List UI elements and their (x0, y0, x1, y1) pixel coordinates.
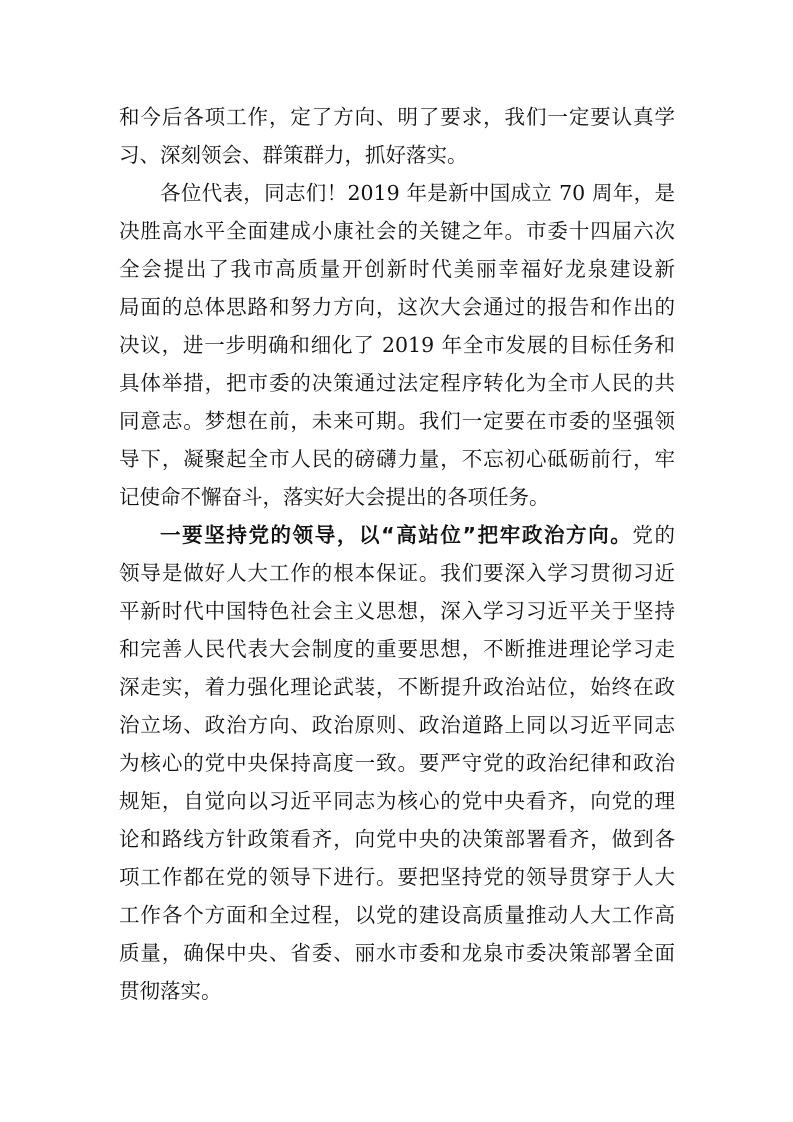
paragraph-1 (119, 98, 675, 174)
paragraph-2 (119, 174, 675, 516)
text-line: 具体举措，把市委的决策通过法定程序转化为全市人民的共 (119, 371, 675, 395)
lead-rest: 党的 (632, 523, 676, 547)
text-line: 同意志。梦想在前，未来可期。我们一定要在市委的坚强领 (119, 409, 675, 433)
text-line: 和完善人民代表大会制度的重要思想，不断推进理论学习走 (119, 637, 675, 661)
text-line: 局面的总体思路和努力方向，这次大会通过的报告和作出的 (119, 295, 675, 319)
text-line-lead (119, 516, 675, 554)
document-body (119, 98, 675, 1010)
text-line: 决胜高水平全面建成小康社会的关键之年。市委十四届六次 (119, 219, 675, 243)
text-line: 工作各个方面和全过程，以党的建设高质量推动人大工作高 (119, 903, 675, 927)
text-line: 记使命不懈奋斗，落实好大会提出的各项任务。 (119, 485, 550, 509)
text-line: 导下，凝聚起全市人民的磅礴力量，不忘初心砥砺前行，牢 (119, 447, 675, 471)
text-line: 各位代表，同志们！2019 年是新中国成立 70 周年，是 (160, 181, 675, 205)
bold-heading: 一要坚持党的领导，以“高站位”把牢政治方向。 (160, 523, 633, 547)
text-line: 和今后各项工作，定了方向、明了要求，我们一定要认真学 (119, 105, 675, 129)
text-line: 深走实，着力强化理论武装，不断提升政治站位，始终在政 (119, 675, 675, 699)
text-line: 论和路线方针政策看齐，向党中央的决策部署看齐，做到各 (119, 827, 675, 851)
text-line: 领导是做好人大工作的根本保证。我们要深入学习贯彻习近 (119, 561, 675, 585)
text-line: 规矩，自觉向以习近平同志为核心的党中央看齐，向党的理 (119, 789, 675, 813)
text-line: 为核心的党中央保持高度一致。要严守党的政治纪律和政治 (119, 751, 675, 775)
text-line: 决议，进一步明确和细化了 2019 年全市发展的目标任务和 (119, 333, 675, 357)
text-line: 质量，确保中央、省委、丽水市委和龙泉市委决策部署全面 (119, 941, 675, 965)
text-line: 治立场、政治方向、政治原则、政治道路上同以习近平同志 (119, 713, 675, 737)
text-line: 习、深刻领会、群策群力，抓好落实。 (119, 143, 468, 167)
text-line: 项工作都在党的领导下进行。要把坚持党的领导贯穿于人大 (119, 865, 675, 889)
text-line: 全会提出了我市高质量开创新时代美丽幸福好龙泉建设新 (119, 257, 675, 281)
paragraph-3 (119, 516, 675, 1010)
text-line: 贯彻落实。 (119, 979, 222, 1003)
text-line: 平新时代中国特色社会主义思想，深入学习习近平关于坚持 (119, 599, 675, 623)
